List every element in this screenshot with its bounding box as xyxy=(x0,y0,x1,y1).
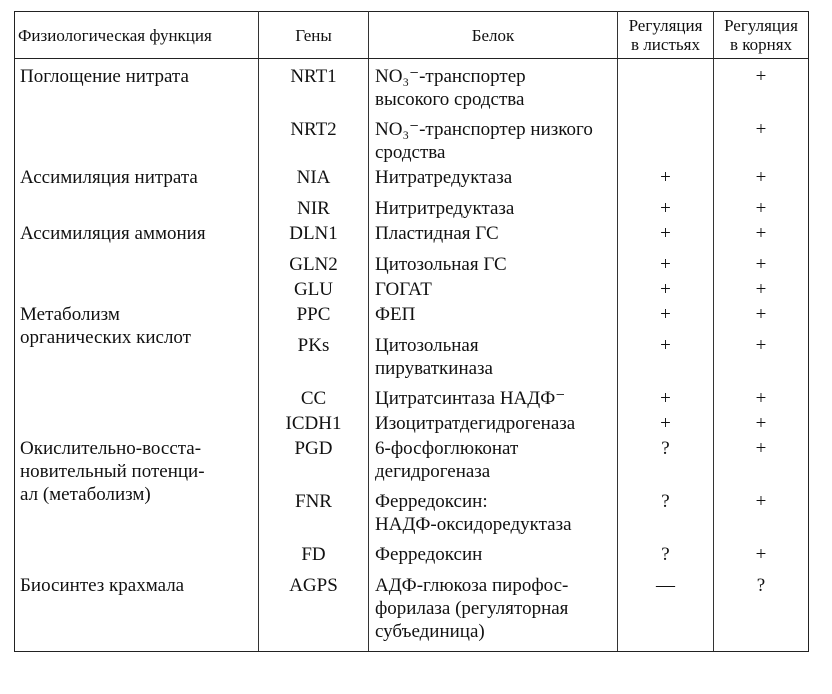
root-regulation-cell: + xyxy=(714,483,809,536)
function-cell xyxy=(15,251,259,276)
root-regulation-cell: + xyxy=(714,111,809,164)
function-cell xyxy=(15,435,259,572)
protein-line: НАДФ-оксидоредуктаза xyxy=(375,514,572,535)
protein-cell: ГОГАТ xyxy=(369,276,618,301)
protein-line: 6-фосфоглюконат xyxy=(375,438,519,459)
protein-cell: Цитозольная ГС xyxy=(369,251,618,276)
table-row xyxy=(15,572,809,652)
function-cell: Ассимиляция нитрата xyxy=(15,164,259,195)
table-row xyxy=(15,301,809,332)
gene-cell: FNR xyxy=(259,483,369,536)
root-regulation-cell: + xyxy=(714,276,809,301)
function-cell xyxy=(15,410,259,435)
header-leaf-line1: Регуляция xyxy=(628,16,703,35)
table-row xyxy=(15,220,809,251)
root-regulation-cell: + xyxy=(714,220,809,251)
table-row xyxy=(15,59,809,112)
gene-cell: PPC xyxy=(259,301,369,332)
header-protein: Белок xyxy=(369,12,618,59)
table-row xyxy=(15,380,809,410)
root-regulation-cell: + xyxy=(714,380,809,410)
header-root-line2: в корнях xyxy=(729,35,793,54)
root-regulation-cell: + xyxy=(714,332,809,380)
protein-line: АДФ-глюкоза пирофос- xyxy=(375,575,569,596)
root-regulation-cell: + xyxy=(714,435,809,483)
table-header xyxy=(15,12,809,59)
function-line: органических кислот xyxy=(20,327,191,348)
leaf-regulation-cell: + xyxy=(618,220,714,251)
gene-cell: PGD xyxy=(259,435,369,483)
table-row xyxy=(15,195,809,220)
gene-cell: AGPS xyxy=(259,572,369,652)
leaf-regulation-cell: + xyxy=(618,195,714,220)
leaf-regulation-cell xyxy=(618,111,714,164)
gene-cell: GLU xyxy=(259,276,369,301)
header-genes: Гены xyxy=(259,12,369,59)
gene-cell: NIR xyxy=(259,195,369,220)
root-regulation-cell: + xyxy=(714,536,809,572)
function-cell: Ассимиляция аммония xyxy=(15,220,259,251)
header-leaf-regulation xyxy=(618,12,714,59)
function-cell xyxy=(15,195,259,220)
protein-line: субъединица) xyxy=(375,621,485,642)
root-regulation-cell: + xyxy=(714,301,809,332)
protein-cell: Изоцитратдегидрогеназа xyxy=(369,410,618,435)
protein-line: NO₃⁻-транспортер xyxy=(375,66,526,87)
protein-cell: Пластидная ГС xyxy=(369,220,618,251)
protein-line: форилаза (регуляторная xyxy=(375,598,569,619)
table-row xyxy=(15,410,809,435)
header-function: Физиологическая функция xyxy=(15,12,259,59)
table-row xyxy=(15,435,809,483)
function-line: новительный потенци- xyxy=(20,461,205,482)
header-row xyxy=(15,12,809,59)
protein-cell xyxy=(369,572,618,652)
gene-regulation-table xyxy=(14,11,809,652)
table-row xyxy=(15,276,809,301)
root-regulation-cell: ? xyxy=(714,572,809,652)
protein-cell xyxy=(369,435,618,483)
protein-cell: Нитратредуктаза xyxy=(369,164,618,195)
protein-cell: ФЕП xyxy=(369,301,618,332)
regulation-table-container xyxy=(14,11,808,652)
protein-cell: Ферредоксин xyxy=(369,536,618,572)
header-root-line1: Регуляция xyxy=(724,16,798,35)
gene-cell: ICDH1 xyxy=(259,410,369,435)
function-cell xyxy=(15,111,259,164)
root-regulation-cell: + xyxy=(714,410,809,435)
leaf-regulation-cell: + xyxy=(618,380,714,410)
protein-line: высокого сродства xyxy=(375,89,525,110)
protein-line: Ферредоксин: xyxy=(375,491,488,512)
leaf-regulation-cell: + xyxy=(618,251,714,276)
protein-line: пируваткиназа xyxy=(375,358,493,379)
table-row xyxy=(15,111,809,164)
gene-cell: CC xyxy=(259,380,369,410)
gene-cell: NRT2 xyxy=(259,111,369,164)
function-line: Окислительно-восста- xyxy=(20,438,202,459)
protein-line: NO₃⁻-транспортер низкого xyxy=(375,119,593,140)
function-line: Метаболизм xyxy=(20,304,120,325)
function-line: ал (метаболизм) xyxy=(20,484,151,505)
root-regulation-cell: + xyxy=(714,59,809,112)
function-cell: Биосинтез крахмала xyxy=(15,572,259,652)
protein-cell: Цитратсинтаза НАДФ⁻ xyxy=(369,380,618,410)
leaf-regulation-cell: + xyxy=(618,410,714,435)
protein-cell xyxy=(369,59,618,112)
leaf-regulation-cell: ? xyxy=(618,435,714,483)
function-cell xyxy=(15,276,259,301)
protein-line: сродства xyxy=(375,142,446,163)
leaf-regulation-cell: + xyxy=(618,276,714,301)
leaf-regulation-cell: ? xyxy=(618,483,714,536)
protein-line: Цитозольная xyxy=(375,335,479,356)
protein-cell xyxy=(369,111,618,164)
gene-cell: NRT1 xyxy=(259,59,369,112)
gene-cell: PKs xyxy=(259,332,369,380)
leaf-regulation-cell: — xyxy=(618,572,714,652)
table-row xyxy=(15,251,809,276)
header-leaf-line2: в листьях xyxy=(631,35,700,54)
leaf-regulation-cell: + xyxy=(618,301,714,332)
table-row xyxy=(15,164,809,195)
gene-cell: GLN2 xyxy=(259,251,369,276)
protein-cell xyxy=(369,483,618,536)
leaf-regulation-cell: + xyxy=(618,332,714,380)
gene-cell: DLN1 xyxy=(259,220,369,251)
root-regulation-cell: + xyxy=(714,164,809,195)
root-regulation-cell: + xyxy=(714,251,809,276)
leaf-regulation-cell: ? xyxy=(618,536,714,572)
function-cell xyxy=(15,380,259,410)
leaf-regulation-cell: + xyxy=(618,164,714,195)
function-cell: Поглощение нитрата xyxy=(15,59,259,112)
gene-cell: NIA xyxy=(259,164,369,195)
table-body xyxy=(15,59,809,652)
gene-cell: FD xyxy=(259,536,369,572)
leaf-regulation-cell xyxy=(618,59,714,112)
protein-cell: Нитритредуктаза xyxy=(369,195,618,220)
protein-line: дегидрогеназа xyxy=(375,461,491,482)
root-regulation-cell: + xyxy=(714,195,809,220)
function-cell xyxy=(15,301,259,380)
protein-cell xyxy=(369,332,618,380)
header-root-regulation xyxy=(714,12,809,59)
